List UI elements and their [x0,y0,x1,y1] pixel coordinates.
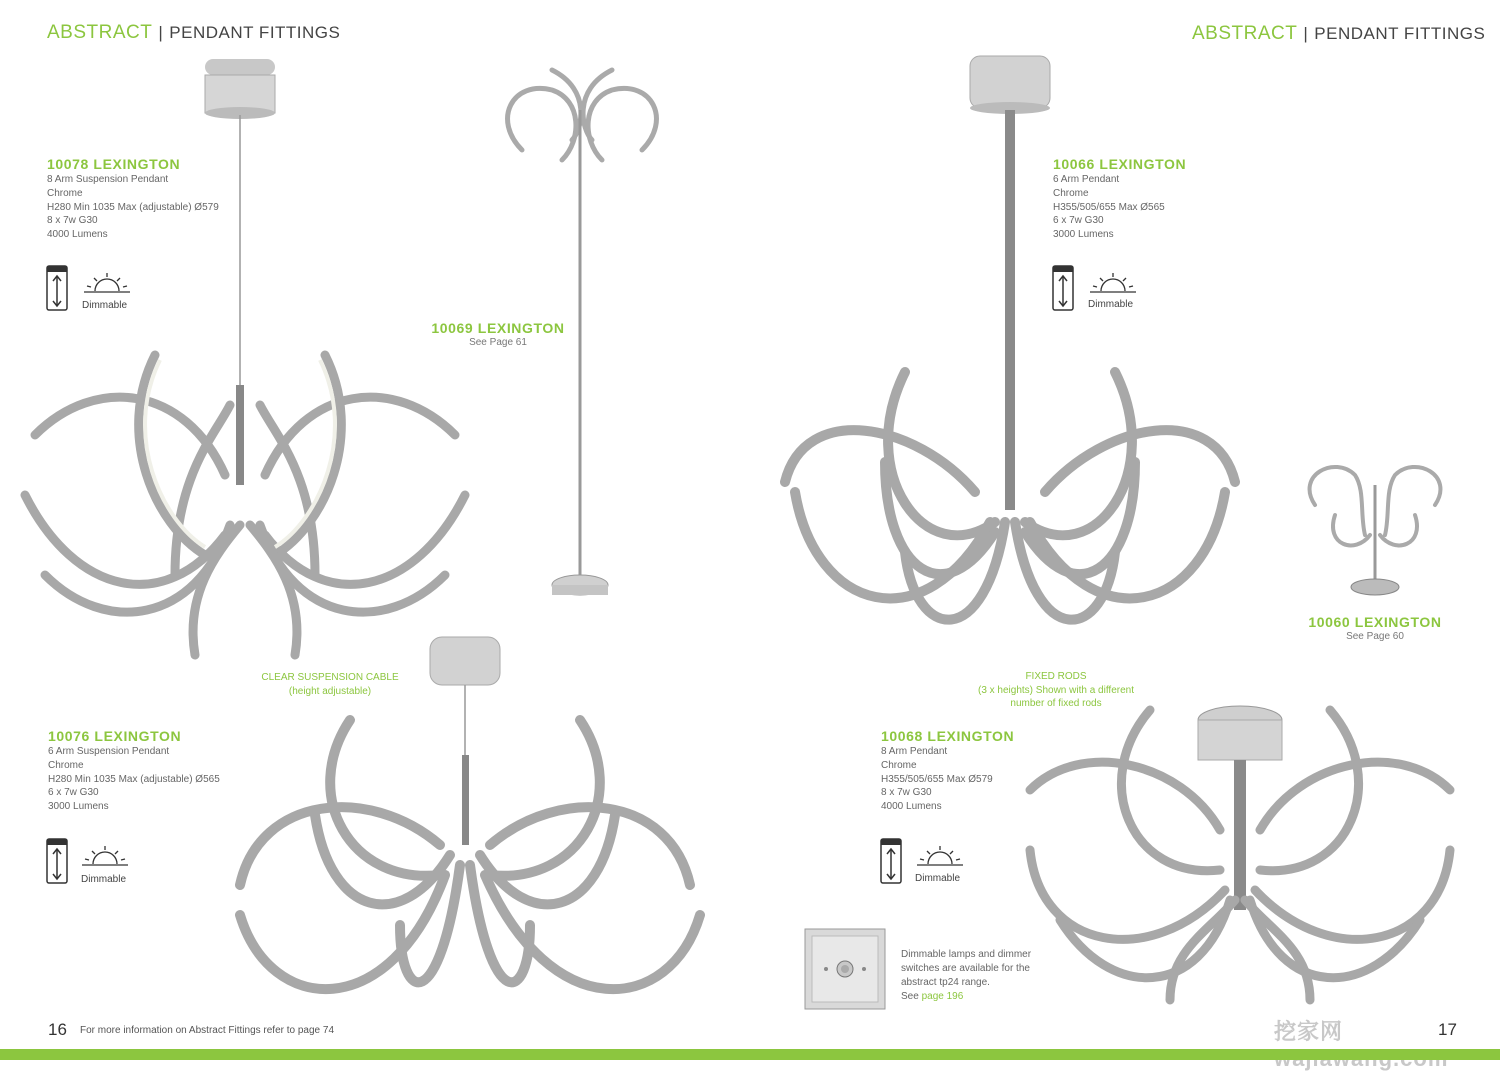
note-line: abstract tp24 range. [901,977,990,988]
spec-line: H280 Min 1035 Max (adjustable) Ø565 [48,773,220,785]
sunrise-icon [80,844,130,870]
page-number-left: 16 [48,1020,67,1039]
dimmable-badge-10068 [880,838,990,888]
product-10069 [428,320,568,350]
product-see-page: See Page 61 [469,337,527,348]
height-adjust-icon [46,838,68,884]
header-right-sep: | [1303,24,1309,43]
product-see-page: See Page 60 [1346,631,1404,642]
header-right [1192,23,1485,45]
product-name: 10076 LEXINGTON [48,728,182,744]
dimmable-badge-10076 [46,838,156,888]
dimmer-see: See [901,991,919,1002]
product-10076 [48,728,220,814]
product-10060 [1305,614,1445,644]
bottom-accent-bar [0,1049,1500,1060]
sunrise-icon [82,271,132,297]
spec-line: 8 x 7w G30 [881,787,932,799]
pendant-10078-image [15,55,475,655]
spec-line: 8 x 7w G30 [47,215,98,227]
dimmable-badge-10066 [1052,265,1162,315]
header-left-accent: ABSTRACT [47,22,153,43]
spec-line: H280 Min 1035 Max (adjustable) Ø579 [47,201,219,213]
note-line: (height adjustable) [288,685,372,697]
product-name: 10069 LEXINGTON [431,320,565,336]
spec-line: 3000 Lumens [1053,229,1114,241]
header-left [47,22,340,44]
spec-line: 4000 Lumens [881,801,942,813]
note-line: FIXED RODS [1025,671,1087,682]
product-name: 10066 LEXINGTON [1053,156,1187,172]
spec-line: 6 Arm Suspension Pendant [48,746,170,757]
dimmer-note [901,948,1031,1004]
dimmable-label: Dimmable [915,873,961,884]
spec-line: 8 Arm Suspension Pendant [47,174,169,185]
product-spec-list [1053,173,1186,242]
product-10068 [881,728,1014,814]
clear-cable-note [255,671,405,698]
spec-line: 6 Arm Pendant [1053,174,1120,185]
pendant-10066-image [775,52,1255,652]
dimmable-label: Dimmable [1088,299,1134,310]
note-line: number of fixed rods [1010,698,1102,709]
note-line: switches are available for the [901,963,1030,974]
spec-line: Chrome [48,759,84,771]
note-line: Dimmable lamps and dimmer [901,949,1032,960]
spec-line: 8 Arm Pendant [881,746,948,757]
product-spec-list [48,745,220,814]
product-spec-list [881,745,1014,814]
watermark: 挖家网 [1274,1019,1344,1044]
spec-line: 6 x 7w G30 [48,787,99,799]
header-right-accent: ABSTRACT [1192,23,1298,44]
header-left-section: PENDANT FITTINGS [169,23,341,42]
page-number-right: 17 [1438,1020,1457,1039]
footer-info: For more information on Abstract Fittings refer to page 74 [80,1025,335,1036]
product-name: 10078 LEXINGTON [47,156,181,172]
dimmer-page-link[interactable]: page 196 [921,991,964,1002]
spec-line: Chrome [47,187,83,199]
header-left-sep: | [158,23,164,42]
spec-line: 3000 Lumens [48,801,109,813]
note-line: CLEAR SUSPENSION CABLE [261,672,399,683]
product-name: 10060 LEXINGTON [1308,614,1442,630]
sunrise-icon [1088,271,1138,297]
spec-line: 4000 Lumens [47,229,108,241]
dimmer-switch-icon [804,928,886,1010]
dimmable-badge-10078 [46,265,156,315]
product-10078 [47,156,219,242]
height-adjust-icon [1052,265,1074,311]
spec-line: Chrome [1053,187,1089,199]
note-line [901,990,1031,1004]
spec-line: Chrome [881,759,917,771]
table-lamp-10060-image [1295,455,1455,605]
product-name: 10068 LEXINGTON [881,728,1015,744]
note-line: (3 x heights) Shown with a different [977,684,1134,696]
pendant-10068-image [1020,700,1460,1030]
dimmable-label: Dimmable [81,874,127,885]
spec-line: H355/505/655 Max Ø565 [1053,201,1165,213]
fixed-rods-note [966,670,1146,711]
sunrise-icon [915,844,965,870]
height-adjust-icon [46,265,68,311]
dimmable-label: Dimmable [82,300,128,311]
product-spec-list [47,173,219,242]
product-10066 [1053,156,1186,242]
spec-line: 6 x 7w G30 [1053,215,1104,227]
header-right-section: PENDANT FITTINGS [1314,24,1486,43]
height-adjust-icon [880,838,902,884]
spec-line: H355/505/655 Max Ø579 [881,773,993,785]
